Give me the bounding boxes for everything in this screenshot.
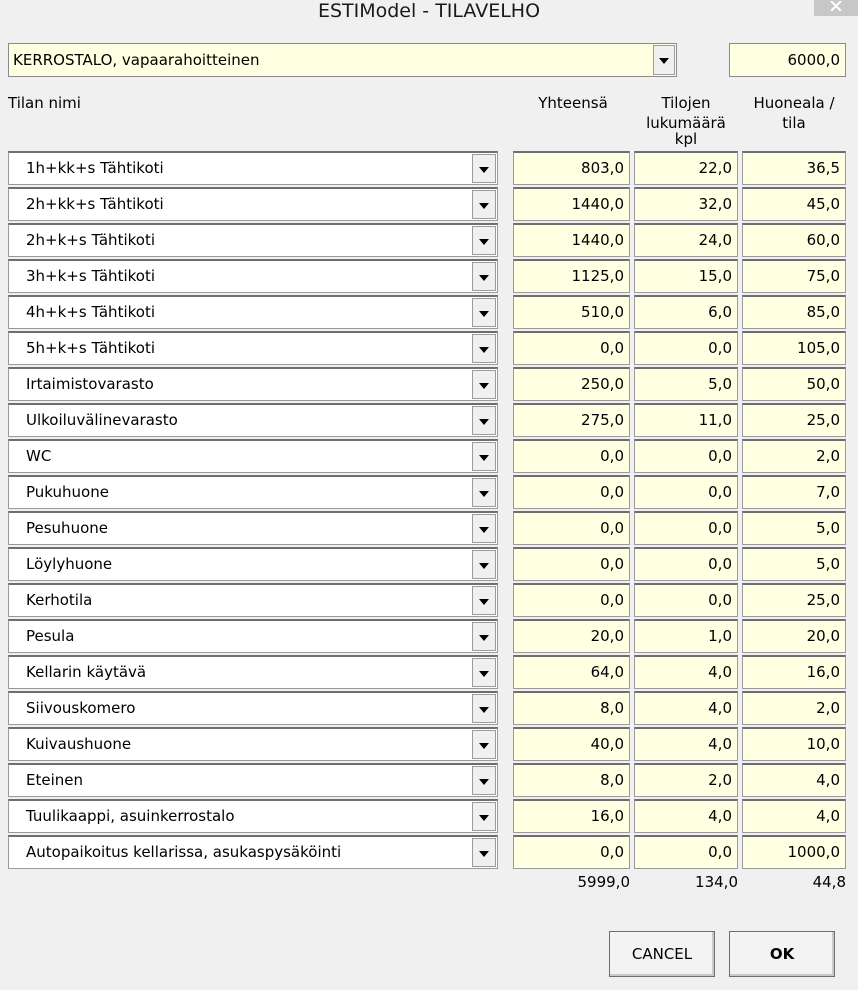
room-count-field[interactable]: 5,0 — [634, 367, 738, 401]
room-total-field[interactable]: 275,0 — [513, 403, 630, 437]
header-count-line3: kpl — [674, 130, 698, 148]
sum-area: 44,8 — [812, 873, 846, 891]
room-total-field[interactable]: 0,0 — [513, 547, 630, 581]
room-name-select[interactable] — [8, 259, 498, 293]
chevron-down-icon — [479, 851, 489, 857]
room-name-value: Pesuhuone — [26, 519, 108, 537]
chevron-down-icon — [479, 599, 489, 605]
room-name-select[interactable] — [8, 583, 498, 617]
room-name-value: 2h+kk+s Tähtikoti — [26, 195, 164, 213]
table-row — [0, 583, 858, 617]
chevron-down-icon — [479, 815, 489, 821]
room-name-value: Tuulikaappi, asuinkerrostalo — [26, 807, 235, 825]
room-name-select[interactable] — [8, 511, 498, 545]
chevron-down-icon — [479, 275, 489, 281]
building-type-value: KERROSTALO, vapaarahoitteinen — [13, 51, 260, 69]
room-area-field[interactable]: 20,0 — [742, 619, 846, 653]
room-name-dropdown-button[interactable] — [472, 838, 496, 867]
table-row — [0, 331, 858, 365]
room-count-field[interactable]: 4,0 — [634, 799, 738, 833]
room-count-field[interactable]: 6,0 — [634, 295, 738, 329]
room-count-field[interactable]: 32,0 — [634, 187, 738, 221]
ok-button[interactable]: OK — [729, 931, 835, 977]
room-count-field[interactable]: 0,0 — [634, 439, 738, 473]
chevron-down-icon — [479, 563, 489, 569]
table-row — [0, 223, 858, 257]
room-total-field[interactable]: 0,0 — [513, 475, 630, 509]
chevron-down-icon — [479, 419, 489, 425]
header-total: Yhteensä — [538, 94, 608, 112]
room-name-select[interactable] — [8, 691, 498, 725]
table-row — [0, 547, 858, 581]
room-name-dropdown-button[interactable] — [472, 406, 496, 435]
room-count-field[interactable]: 0,0 — [634, 511, 738, 545]
table-row — [0, 151, 858, 185]
header-room-name: Tilan nimi — [8, 94, 81, 112]
chevron-down-icon — [479, 203, 489, 209]
room-name-select[interactable] — [8, 223, 498, 257]
room-area-field[interactable]: 10,0 — [742, 727, 846, 761]
table-row — [0, 403, 858, 437]
room-name-value: Löylyhuone — [26, 555, 113, 573]
room-name-value: WC — [26, 447, 52, 465]
table-row — [0, 799, 858, 833]
room-area-field[interactable]: 50,0 — [742, 367, 846, 401]
close-button[interactable] — [814, 0, 858, 16]
table-row — [0, 439, 858, 473]
table-row — [0, 763, 858, 797]
room-name-select[interactable] — [8, 295, 498, 329]
chevron-down-icon — [479, 311, 489, 317]
table-row — [0, 259, 858, 293]
window-title: ESTIModel - TILAVELHO — [317, 0, 541, 22]
table-row — [0, 511, 858, 545]
room-name-value: Ulkoiluvälinevarasto — [26, 411, 178, 429]
room-name-value: Kuivaushuone — [26, 735, 132, 753]
room-total-field[interactable]: 8,0 — [513, 691, 630, 725]
room-count-field[interactable]: 11,0 — [634, 403, 738, 437]
room-name-dropdown-button[interactable] — [472, 802, 496, 831]
room-total-field[interactable]: 20,0 — [513, 619, 630, 653]
room-name-dropdown-button[interactable] — [472, 658, 496, 687]
table-row — [0, 727, 858, 761]
sum-total: 5999,0 — [577, 873, 630, 891]
table-row — [0, 475, 858, 509]
room-name-select[interactable] — [8, 799, 498, 833]
table-row — [0, 295, 858, 329]
room-total-field[interactable]: 16,0 — [513, 799, 630, 833]
header-count-line2: lukumäärä — [646, 114, 726, 132]
room-area-field[interactable]: 4,0 — [742, 799, 846, 833]
room-name-dropdown-button[interactable] — [472, 442, 496, 471]
room-name-value: Kellarin käytävä — [26, 663, 147, 681]
room-count-field[interactable]: 15,0 — [634, 259, 738, 293]
room-total-field[interactable]: 0,0 — [513, 835, 630, 869]
room-name-dropdown-button[interactable] — [472, 514, 496, 543]
room-name-dropdown-button[interactable] — [472, 622, 496, 651]
chevron-down-icon — [479, 491, 489, 497]
room-name-select[interactable] — [8, 367, 498, 401]
room-count-field[interactable]: 0,0 — [634, 331, 738, 365]
room-total-field[interactable]: 0,0 — [513, 439, 630, 473]
room-name-value: Pukuhuone — [26, 483, 109, 501]
room-name-value: 1h+kk+s Tähtikoti — [26, 159, 164, 177]
chevron-down-icon — [479, 779, 489, 785]
room-area-field[interactable]: 5,0 — [742, 511, 846, 545]
room-name-dropdown-button[interactable] — [472, 154, 496, 183]
table-row — [0, 691, 858, 725]
room-area-field[interactable]: 7,0 — [742, 475, 846, 509]
building-type-dropdown-button[interactable] — [653, 45, 675, 75]
room-name-value: 3h+k+s Tähtikoti — [26, 267, 155, 285]
room-name-dropdown-button[interactable] — [472, 298, 496, 327]
room-name-dropdown-button[interactable] — [472, 586, 496, 615]
room-count-field[interactable]: 0,0 — [634, 835, 738, 869]
room-name-dropdown-button[interactable] — [472, 226, 496, 255]
room-area-field[interactable]: 25,0 — [742, 583, 846, 617]
room-total-field[interactable]: 64,0 — [513, 655, 630, 689]
table-row — [0, 655, 858, 689]
chevron-down-icon — [479, 671, 489, 677]
room-name-dropdown-button[interactable] — [472, 550, 496, 579]
chevron-down-icon — [479, 239, 489, 245]
chevron-down-icon — [479, 347, 489, 353]
room-name-value: 4h+k+s Tähtikoti — [26, 303, 155, 321]
room-name-dropdown-button[interactable] — [472, 766, 496, 795]
table-row — [0, 835, 858, 869]
room-area-field[interactable]: 2,0 — [742, 691, 846, 725]
chevron-down-icon — [479, 455, 489, 461]
chevron-down-icon — [479, 635, 489, 641]
room-name-dropdown-button[interactable] — [472, 730, 496, 759]
header-area — [742, 93, 846, 133]
room-name-select[interactable] — [8, 331, 498, 365]
room-name-select[interactable] — [8, 619, 498, 653]
sum-count: 134,0 — [695, 873, 738, 891]
room-name-dropdown-button[interactable] — [472, 334, 496, 363]
room-count-field[interactable]: 2,0 — [634, 763, 738, 797]
room-total-field[interactable]: 803,0 — [513, 151, 630, 185]
room-name-select[interactable] — [8, 727, 498, 761]
room-total-field[interactable]: 0,0 — [513, 583, 630, 617]
chevron-down-icon — [659, 58, 669, 64]
cancel-button[interactable]: CANCEL — [609, 931, 715, 977]
room-name-dropdown-button[interactable] — [472, 478, 496, 507]
room-name-value: Kerhotila — [26, 591, 93, 609]
room-name-select[interactable] — [8, 763, 498, 797]
room-area-field[interactable]: 45,0 — [742, 187, 846, 221]
room-area-field[interactable]: 60,0 — [742, 223, 846, 257]
room-name-select[interactable] — [8, 475, 498, 509]
close-icon — [829, 1, 843, 11]
chevron-down-icon — [479, 527, 489, 533]
room-name-select[interactable] — [8, 187, 498, 221]
chevron-down-icon — [479, 383, 489, 389]
room-count-field[interactable]: 0,0 — [634, 583, 738, 617]
room-area-field[interactable]: 16,0 — [742, 655, 846, 689]
title-bar — [0, 0, 858, 26]
room-count-field[interactable]: 1,0 — [634, 619, 738, 653]
table-row — [0, 619, 858, 653]
room-name-value: 5h+k+s Tähtikoti — [26, 339, 155, 357]
room-count-field[interactable]: 4,0 — [634, 727, 738, 761]
room-total-field[interactable]: 8,0 — [513, 763, 630, 797]
room-total-field[interactable]: 0,0 — [513, 511, 630, 545]
room-name-select[interactable] — [8, 835, 498, 869]
room-name-select[interactable] — [8, 439, 498, 473]
room-total-field[interactable]: 0,0 — [513, 331, 630, 365]
room-count-field[interactable]: 4,0 — [634, 691, 738, 725]
room-name-value: 2h+k+s Tähtikoti — [26, 231, 155, 249]
room-area-field[interactable]: 2,0 — [742, 439, 846, 473]
header-area-line2: tila — [782, 114, 806, 132]
room-total-field[interactable]: 1125,0 — [513, 259, 630, 293]
room-name-select[interactable] — [8, 403, 498, 437]
room-count-field[interactable]: 22,0 — [634, 151, 738, 185]
room-name-select[interactable] — [8, 547, 498, 581]
room-total-field[interactable]: 40,0 — [513, 727, 630, 761]
header-count — [634, 93, 738, 149]
table-row — [0, 367, 858, 401]
chevron-down-icon — [479, 707, 489, 713]
room-count-field[interactable]: 4,0 — [634, 655, 738, 689]
room-name-value: Siivouskomero — [26, 699, 136, 717]
header-area-line1: Huoneala / — [753, 94, 835, 112]
room-area-field[interactable]: 85,0 — [742, 295, 846, 329]
room-name-dropdown-button[interactable] — [472, 694, 496, 723]
room-name-value: Pesula — [26, 627, 75, 645]
table-row — [0, 187, 858, 221]
room-name-select[interactable] — [8, 151, 498, 185]
chevron-down-icon — [479, 167, 489, 173]
room-count-field[interactable]: 0,0 — [634, 547, 738, 581]
room-name-value: Eteinen — [26, 771, 83, 789]
header-count-line1: Tilojen — [661, 94, 711, 112]
room-area-field[interactable]: 5,0 — [742, 547, 846, 581]
room-name-value: Autopaikoitus kellarissa, asukaspysäköinti — [26, 843, 342, 861]
room-area-field[interactable]: 75,0 — [742, 259, 846, 293]
room-name-dropdown-button[interactable] — [472, 370, 496, 399]
room-total-field[interactable]: 250,0 — [513, 367, 630, 401]
room-total-field[interactable]: 1440,0 — [513, 223, 630, 257]
room-area-field[interactable]: 4,0 — [742, 763, 846, 797]
chevron-down-icon — [479, 743, 489, 749]
room-name-value: Irtaimistovarasto — [26, 375, 154, 393]
room-count-field[interactable]: 24,0 — [634, 223, 738, 257]
room-area-field[interactable]: 36,5 — [742, 151, 846, 185]
room-name-select[interactable] — [8, 655, 498, 689]
building-type-select[interactable] — [8, 43, 677, 77]
room-name-dropdown-button[interactable] — [472, 262, 496, 291]
room-area-field[interactable]: 105,0 — [742, 331, 846, 365]
room-total-field[interactable]: 510,0 — [513, 295, 630, 329]
room-total-field[interactable]: 1440,0 — [513, 187, 630, 221]
room-area-field[interactable]: 1000,0 — [742, 835, 846, 869]
total-area-input[interactable]: 6000,0 — [729, 43, 846, 77]
room-name-dropdown-button[interactable] — [472, 190, 496, 219]
room-count-field[interactable]: 0,0 — [634, 475, 738, 509]
room-area-field[interactable]: 25,0 — [742, 403, 846, 437]
